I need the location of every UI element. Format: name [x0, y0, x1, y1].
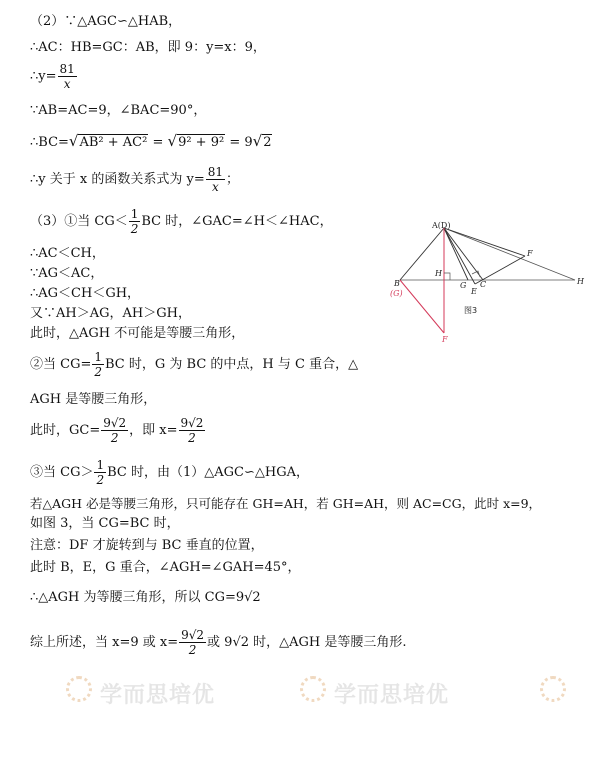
line-20: 此时 B，E，G 重合，∠AGH=∠GAH=45°， — [30, 560, 301, 575]
line-10: ∴AG＜CH＜GH， — [30, 286, 141, 301]
geometry-figure-3 — [380, 218, 590, 348]
line-22: 综上所述，当 x=9 或 x= $\frac{9√2}{2}$ 或 9√2 时，△AGH 是等腰三角形. — [30, 628, 407, 657]
line-13: ②当 CG= $\frac{1}{2}$ BC 时，G 为 BC 的中点，H 与 C 重合，△ — [30, 350, 359, 379]
label-f-top: F — [527, 249, 533, 258]
fraction-9root2-over-2: $\frac{9√2}{2}$ — [103, 416, 127, 445]
fraction-81-over-x-2: $\frac{81}{x}$ — [207, 165, 223, 194]
line-18: 如图 3，当 CG=BC 时， — [30, 516, 180, 531]
sqrt-ab-ac: AB² + AC² — [79, 135, 148, 150]
fraction-1-over-2-b: $\frac{1}{2}$ — [94, 350, 102, 379]
label-f-bottom: F — [442, 335, 448, 344]
line-16: ③当 CG＞ $\frac{1}{2}$ BC 时，由（1）△AGC∽△HGA， — [30, 458, 309, 487]
fraction-9root2-over-2-b: $\frac{9√2}{2}$ — [180, 416, 204, 445]
watermark-logo-mid — [300, 676, 326, 702]
label-e: E — [471, 287, 477, 296]
figure-caption: 图3 — [464, 306, 478, 315]
line-17: 若△AGH 必是等腰三角形，只可能存在 GH=AH，若 GH=AH，则 AC=CG，此时 x=9， — [30, 496, 542, 511]
line-12: 此时，△AGH 不可能是等腰三角形， — [30, 326, 245, 341]
label-b: B — [394, 279, 400, 288]
label-a: A(D) — [432, 221, 451, 230]
line-4: ∵AB=AC=9，∠BAC=90°， — [30, 103, 207, 118]
line-3 — [30, 62, 78, 91]
label-g: G — [460, 281, 467, 290]
line-11: 又∵AH＞AG，AH＞GH， — [30, 306, 191, 321]
watermark-text-right: 学而思培优 — [334, 683, 450, 708]
line-15: 此时，GC= $\frac{9√2}{2}$ ，即 x= $\frac{9√2}{2}$ — [30, 416, 204, 445]
fraction-1-over-2-c: $\frac{1}{2}$ — [96, 458, 105, 487]
line-ae — [444, 228, 475, 284]
line-21: ∴△AGH 为等腰三角形，所以 CG=9√2 — [30, 590, 261, 605]
line-2: ∴AC：HB=GC：AB，即 9：y=x：9， — [30, 40, 266, 55]
label-h-right: H — [577, 277, 584, 286]
fraction-9root2-over-2-c: $\frac{9√2}{2}$ — [181, 628, 205, 657]
watermark-text-left: 学而思培优 — [100, 683, 216, 708]
label-g-paren: (G) — [390, 289, 403, 298]
line-19: 注意：DF 才旋转到与 BC 垂直的位置， — [30, 538, 264, 553]
label-h-mid: H — [435, 269, 442, 278]
line-g-f — [400, 280, 444, 333]
line-5: ∴BC=√AB² + AC² = √9² + 9² = 9√2 — [30, 132, 272, 150]
fraction-81-over-x: $\frac{81}{x}$ — [59, 62, 75, 91]
right-angle-c — [472, 271, 480, 277]
line-af — [444, 228, 525, 256]
line-14: AGH 是等腰三角形， — [30, 392, 157, 407]
line-8: ∴AC＜CH， — [30, 246, 105, 261]
line-7: （3）①当 CG＜ $\frac{1}{2}$ BC 时，∠GAC=∠H＜∠HAC， — [30, 207, 333, 236]
watermark-logo-left — [66, 676, 92, 702]
sqrt-9-9: 9² + 9² — [178, 135, 225, 150]
right-angle-h — [444, 273, 450, 280]
line-3-prefix: ∴y= — [30, 69, 57, 84]
label-c: C — [480, 280, 487, 289]
line-1: （2）∵△AGC∽△HAB， — [30, 14, 182, 29]
line-6: ∴y 关于 x 的函数关系式为 y= $\frac{81}{x}$ ； — [30, 165, 240, 194]
line-9: ∵AG＜AC， — [30, 266, 104, 281]
watermark-logo-right — [540, 676, 566, 702]
fraction-1-over-2: $\frac{1}{2}$ — [130, 207, 139, 236]
